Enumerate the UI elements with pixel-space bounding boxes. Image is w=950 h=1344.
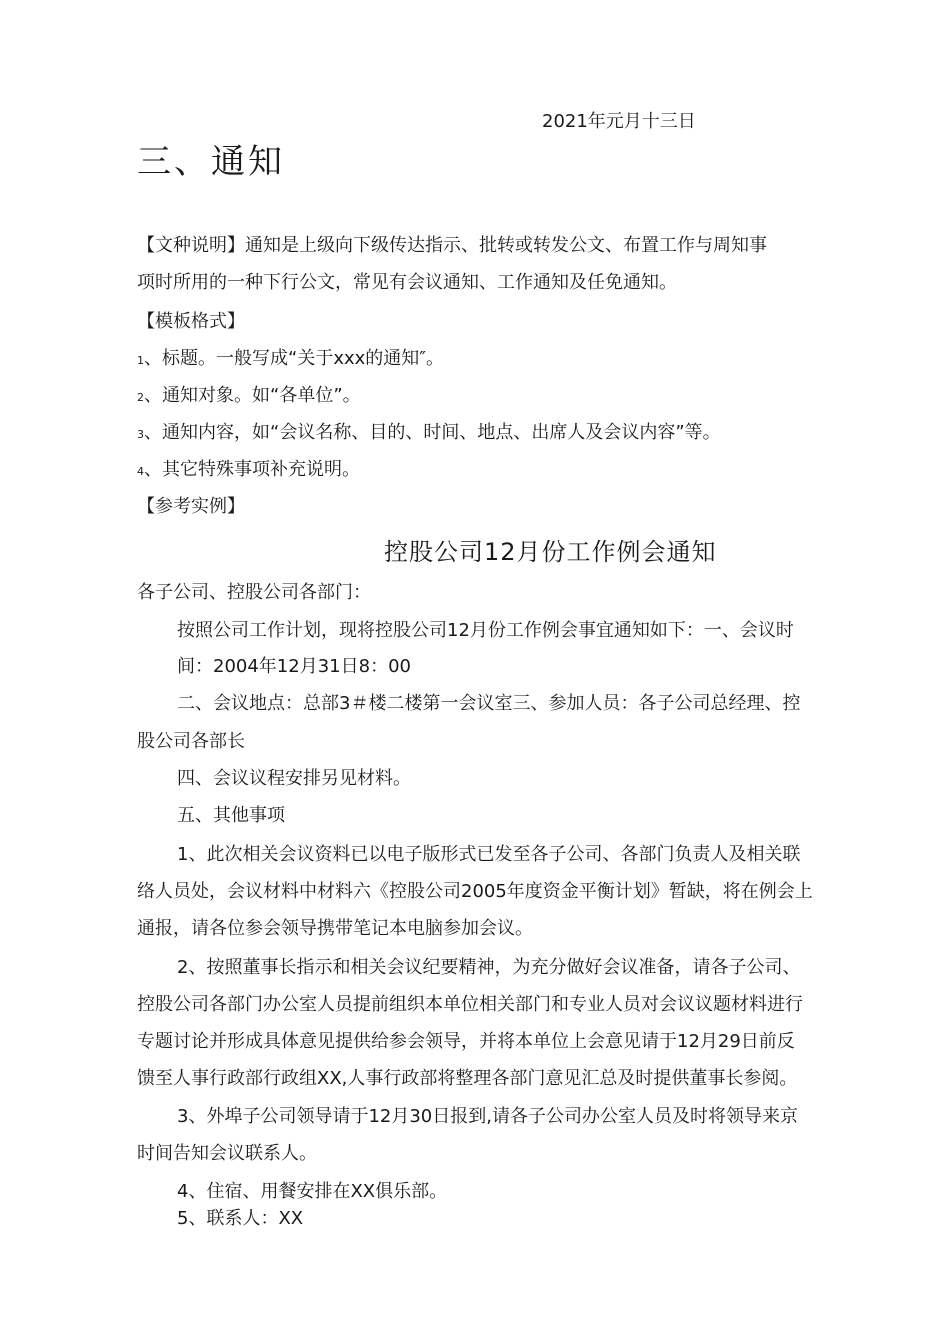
memo-line: 2、按照董事长指示和相关会议纪要精神，为充分做好会议准备，请各子公司、 [177, 957, 801, 978]
memo-line: 通报，请各位参会领导携带笔记本电脑参加会议。 [137, 918, 533, 939]
item-text: 、其它特殊事项补充说明。 [144, 459, 360, 480]
description-line-1: 【文种说明】通知是上级向下级传达指示、批转或转发公文、布置工作与周知事 [137, 235, 767, 256]
template-item [137, 422, 721, 446]
item-text: 、通知内容，如“会议名称、目的、时间、地点、出席人及会议内容”等。 [144, 422, 721, 443]
memo-line: 时间告知会议联系人。 [137, 1143, 317, 1164]
memo-title: 控股公司12月份工作例会通知 [384, 538, 717, 566]
item-number: 1 [137, 354, 144, 367]
document-date: 2021年元月十三日 [542, 111, 696, 132]
template-item [137, 385, 361, 409]
example-heading: 【参考实例】 [137, 496, 245, 517]
memo-line: 二、会议地点：总部3＃楼二楼第一会议室三、参加人员：各子公司总经理、控 [177, 693, 801, 714]
memo-line: 控股公司各部门办公室人员提前组织本单位相关部门和专业人员对会议议题材料进行 [137, 994, 803, 1015]
template-item [137, 348, 444, 372]
memo-line: 间：2004年12月31日8：00 [177, 656, 411, 677]
item-text: 、标题。一般写成“关于xxx的通知″。 [144, 348, 445, 369]
memo-line: 4、住宿、用餐安排在XX俱乐部。 [177, 1181, 448, 1202]
memo-line: 络人员处，会议材料中材料六《控股公司2005年度资金平衡计划》暂缺，将在例会上 [137, 881, 813, 902]
memo-line: 四、会议议程安排另见材料。 [177, 768, 411, 789]
memo-line: 股公司各部长 [137, 731, 245, 752]
template-heading: 【模板格式】 [137, 311, 245, 332]
memo-line: 专题讨论并形成具体意见提供给参会领导，并将本单位上会意见请于12月29日前反 [137, 1031, 795, 1052]
memo-line: 3、外埠子公司领导请于12月30日报到,请各子公司办公室人员及时将领导来京 [177, 1106, 798, 1127]
memo-line: 1、此次相关会议资料已以电子版形式已发至各子公司、各部门负责人及相关联 [177, 844, 801, 865]
memo-line: 5、联系人：XX [177, 1208, 304, 1229]
section-heading: 三、通知 [137, 142, 285, 182]
item-number: 3 [137, 428, 144, 441]
memo-line: 按照公司工作计划，现将控股公司12月份工作例会事宜通知如下：一、会议时 [177, 620, 794, 641]
item-text: 、通知对象。如“各单位”。 [144, 385, 361, 406]
template-item [137, 459, 360, 483]
memo-line: 五、其他事项 [177, 805, 285, 826]
memo-line: 馈至人事行政部行政组XX,人事行政部将整理各部门意见汇总及时提供董事长参阅。 [137, 1068, 798, 1089]
item-number: 2 [137, 391, 144, 404]
memo-recipient: 各子公司、控股公司各部门： [137, 582, 371, 603]
item-number: 4 [137, 465, 144, 478]
description-line-2: 项时所用的一种下行公文，常见有会议通知、工作通知及任免通知。 [137, 272, 677, 293]
